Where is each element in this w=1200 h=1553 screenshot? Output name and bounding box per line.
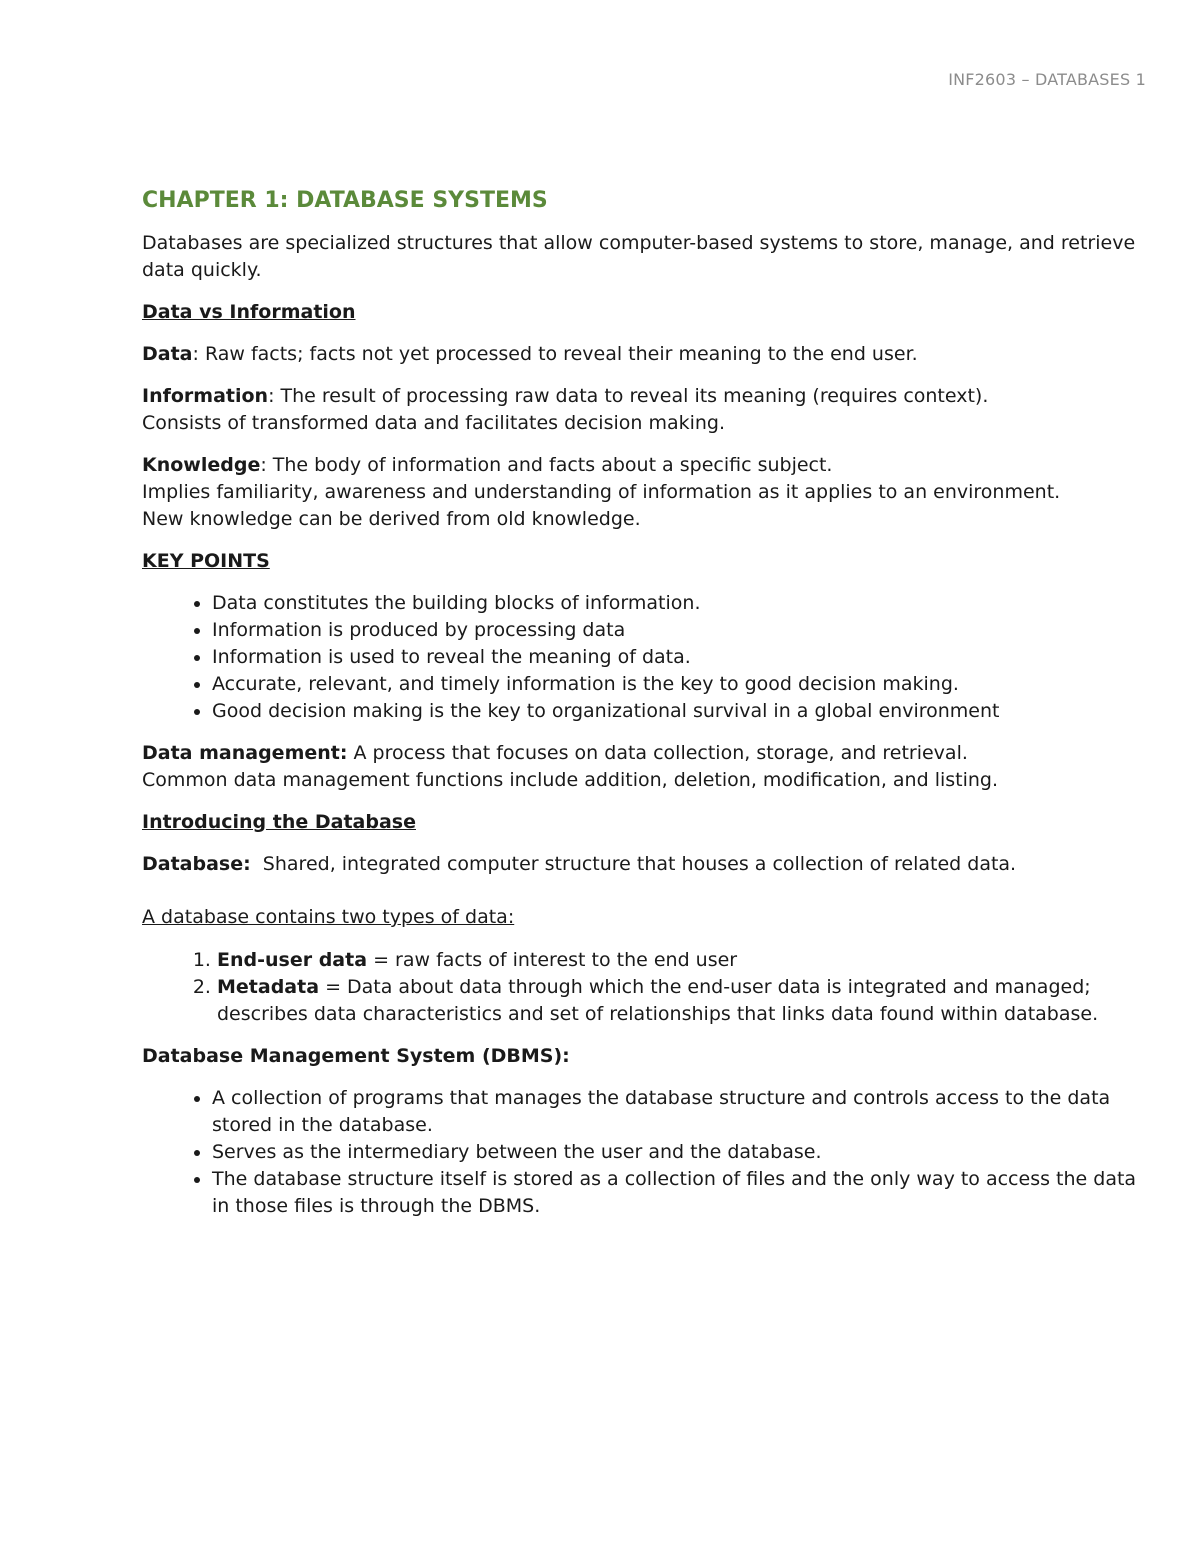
chapter-title: CHAPTER 1: DATABASE SYSTEMS (142, 188, 548, 213)
chapter-intro: Databases are specialized structures that allow computer-based systems to store, manage, and retrieve data quickly. (142, 232, 1136, 281)
def-data: : Raw facts; facts not yet processed to reveal their meaning to the end user. (192, 343, 918, 365)
def-metadata: = Data about data through which the end-user data is integrated and managed; describes data characteristics and set of relationships that links data found within database. (217, 976, 1099, 1025)
document-body (142, 186, 1152, 1235)
term-data: Data (142, 343, 193, 365)
data-types-list (142, 947, 1152, 1028)
term-information: Information (142, 385, 269, 407)
definition-database (142, 851, 1152, 878)
list-item: • Information is produced by processing data (212, 617, 1152, 644)
dbms-list (142, 1085, 1152, 1220)
term-end-user-data: End-user data (217, 949, 368, 971)
def-database: Shared, integrated computer structure that houses a collection of related data. (250, 853, 1017, 875)
definition-information (142, 383, 1152, 437)
list-item: • Data constitutes the building blocks of information. (212, 590, 1152, 617)
list-item (217, 947, 1152, 974)
term-knowledge: Knowledge (142, 454, 261, 476)
list-item: • Good decision making is the key to organizational survival in a global environment (212, 698, 1152, 725)
def-information-2: Consists of transformed data and facilitates decision making. (142, 412, 726, 434)
list-item: • A collection of programs that manages the database structure and controls access to the data stored in the database. (212, 1085, 1152, 1139)
definition-data (142, 341, 1152, 368)
def-knowledge-2: Implies familiarity, awareness and understanding of information as it applies to an environment. (142, 481, 1061, 503)
def-knowledge-3: New knowledge can be derived from old knowledge. (142, 508, 641, 530)
section-heading-key-points: KEY POINTS (142, 550, 270, 572)
key-points-list (142, 590, 1152, 725)
list-item (217, 974, 1152, 1028)
section-heading-introducing-database: Introducing the Database (142, 811, 416, 833)
term-data-management: Data management: (142, 742, 348, 764)
section-heading-data-vs-information: Data vs Information (142, 301, 356, 323)
list-item: • Serves as the intermediary between the user and the database. (212, 1139, 1152, 1166)
def-information: : The result of processing raw data to reveal its meaning (requires context). (268, 385, 989, 407)
list-item: • Accurate, relevant, and timely information is the key to good decision making. (212, 671, 1152, 698)
def-data-management-2: Common data management functions include addition, deletion, modification, and listing. (142, 769, 999, 791)
list-item: • The database structure itself is stored as a collection of files and the only way to access the data in those files is through the DBMS. (212, 1166, 1152, 1220)
term-dbms: Database Management System (DBMS): (142, 1045, 570, 1067)
def-knowledge: : The body of information and facts about a specific subject. (260, 454, 833, 476)
list-item: • Information is used to reveal the meaning of data. (212, 644, 1152, 671)
term-metadata: Metadata (217, 976, 320, 998)
definition-knowledge (142, 452, 1152, 533)
definition-data-management (142, 740, 1152, 794)
data-types-heading: A database contains two types of data: (142, 906, 515, 928)
dbms-heading (142, 1043, 1152, 1070)
page-header: INF2603 – DATABASES 1 (948, 70, 1146, 89)
def-data-management: A process that focuses on data collection, storage, and retrieval. (347, 742, 968, 764)
term-database: Database: (142, 853, 251, 875)
def-end-user-data: = raw facts of interest to the end user (367, 949, 738, 971)
